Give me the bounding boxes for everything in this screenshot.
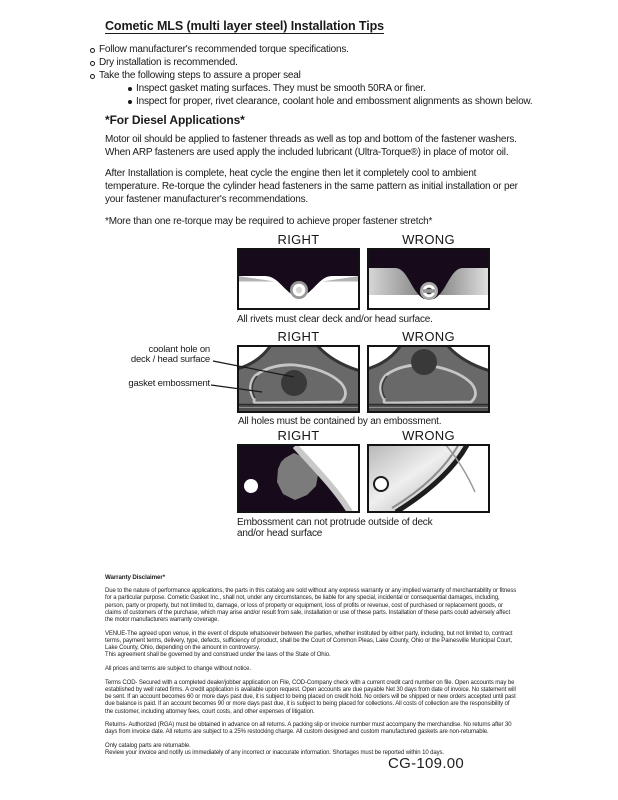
diesel-note: *More than one re-torque may be required to achieve proper fastener stretch*	[105, 215, 433, 227]
diagram-holes-wrong	[367, 345, 490, 413]
tips-list	[90, 43, 533, 108]
diagram-embossment-wrong	[367, 444, 490, 513]
tip-text: Take the following steps to assure a proper seal	[99, 70, 301, 81]
tip-sub-text: Inspect gasket mating surfaces. They must be smooth 50RA or finer.	[136, 83, 426, 94]
filled-bullet-icon	[128, 100, 132, 104]
diagram-holes-right	[237, 345, 360, 413]
terms-para: Terms COD- Secured with a completed dealer/jobber application on File, COD-Company check with a current credit card number on file. Open accounts may be established by well rated firms. A credit application is available upon request. Open accounts are due payable Net 30 days from date of invoice. No statement will be sent. If an account becomes 60 or more days past due, it is subject to being placed on credit hold. No orders will be shipped or new orders accepted until past due balance is paid. If an account becomes 90 or more days past due, it is subject to being placed for collections. All costs of collection are the responsibility of the customer, including attorney fees, court costs, and other expenses of litigation.	[105, 679, 516, 715]
page-code: CG-109.00	[388, 755, 465, 772]
wrong-label: WRONG	[402, 232, 455, 247]
open-bullet-icon	[90, 74, 95, 79]
embossment-right-illustration	[237, 444, 360, 513]
warranty-section	[105, 574, 518, 764]
tip-sub-text: Inspect for proper, rivet clearance, coolant hole and embossment alignments as shown below.	[136, 96, 533, 107]
embossment-wrong-illustration	[367, 444, 490, 513]
diagram-rivet-wrong	[367, 248, 490, 310]
warranty-para: Due to the nature of performance applications, the parts in this catalog are sold without any express warranty or any implied warranty of merchantability or fitness for a particular purpose. Cometic Gasket Inc., shall not, under any circumstances, be liable for any special, incidental or consequential damages, including, person, party or property, but not limited to, damage, or loss of property or equipment, loss of profits or revenue, cost of purchased or replacement goods, or claims of customers of the purchase, which may arise and/or result from sale, installation or use of these parts. Installation of these parts could adversely affect the motor manufacturers warranty coverage.	[105, 588, 517, 624]
diagram-rivet-right	[237, 248, 360, 310]
right-label: RIGHT	[277, 232, 320, 247]
returns-para: Returns- Authorized (RGA) must be obtained in advance on all returns. A packing slip or invoice number must accompany the merchandise. No returns after 30 days from invoice date. All returns are subject to a 25% restocking charge. All custom designed and custom manufactured gaskets are non-returnable.	[105, 722, 512, 736]
wrong-label: WRONG	[402, 329, 455, 344]
holes-right-illustration	[237, 345, 360, 413]
holes-wrong-illustration	[367, 345, 490, 413]
wrong-label: WRONG	[402, 428, 455, 443]
diesel-para-2: After Installation is complete, heat cycle the engine then let it completely cool to ambient temperature. Re-torque the cylinder head fasteners in the same pattern as initial installation or per your fastener manufacturer's recommendations.	[105, 168, 518, 205]
governed-para: This agreement shall be governed by and construed under the laws of the State of Ohio.	[105, 652, 331, 659]
venue-para: VENUE-The agreed upon venue, in the event of dispute whatsoever between the parties, whether instituted by either party, including, but not limited to, contract terms, payment terms, delivery, type, defects, sufficiency of product, shall be the Court of Common Pleas, Lake County, Ohio or the Painesville Municipal Court, Lake County, Ohio, depending on the amount in controversy.	[105, 630, 513, 652]
coolant-hole-annotation: coolant hole on deck / head surface	[130, 344, 210, 365]
rivet-right-illustration	[237, 248, 360, 310]
rivet-caption: All rivets must clear deck and/or head surface.	[237, 314, 433, 325]
rivet-wrong-illustration	[367, 248, 490, 310]
tip-text: Dry installation is recommended.	[99, 57, 238, 68]
page-title: Cometic MLS (multi layer steel) Installation Tips	[105, 19, 384, 33]
diesel-heading: *For Diesel Applications*	[105, 113, 245, 127]
diesel-section	[105, 114, 519, 238]
diesel-para-1: Motor oil should be applied to fastener threads as well as top and bottom of the fastener washers. When ARP fasteners are used apply the included lubricant (Ultra-Torque®) in place of motor oil.	[105, 133, 517, 158]
tip-text: Follow manufacturer's recommended torque specifications.	[99, 44, 349, 55]
open-bullet-icon	[90, 61, 95, 66]
tip-item	[90, 69, 530, 82]
tip-item	[90, 56, 530, 69]
holes-caption: All holes must be contained by an embossment.	[238, 416, 442, 427]
filled-bullet-icon	[128, 87, 132, 91]
right-label: RIGHT	[277, 329, 320, 344]
diagram-embossment-right	[237, 444, 360, 513]
review-para: Review your invoice and notify us immediately of any incorrect or inaccurate information. Shortages must be reported within 10 days.	[105, 750, 444, 757]
catalog-para: Only catalog parts are returnable.	[105, 743, 191, 750]
right-label: RIGHT	[277, 428, 320, 443]
tip-item	[90, 43, 530, 56]
prices-para: All prices and terms are subject to change without notice.	[105, 666, 251, 673]
tip-sub-item	[90, 95, 533, 108]
warranty-heading: Warranty Disclaimer*	[105, 574, 166, 581]
open-bullet-icon	[90, 48, 95, 53]
embossment-caption: Embossment can not protrude outside of deck and/or head surface	[237, 517, 433, 539]
gasket-embossment-annotation: gasket embossment	[128, 378, 210, 389]
tip-sub-item	[90, 82, 530, 95]
